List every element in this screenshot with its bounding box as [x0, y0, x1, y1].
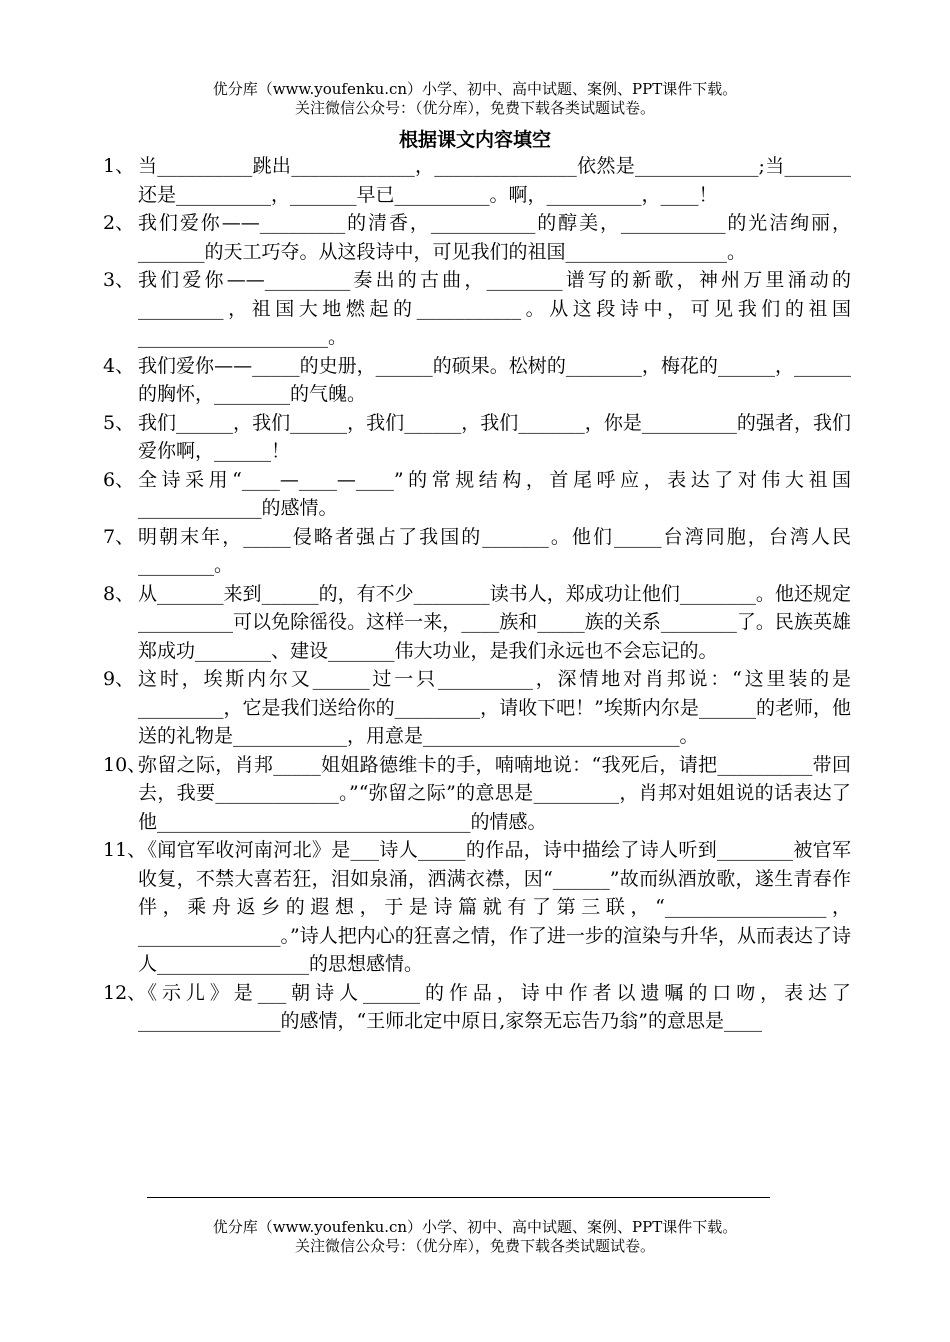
question-number: 3、 — [103, 269, 135, 291]
question-number: 1、 — [103, 155, 135, 177]
question-number: 7、 — [103, 525, 135, 548]
page-header — [0, 80, 950, 118]
question-number: 10、 — [103, 753, 147, 776]
header-line-1: 优分库（www.youfenku.cn）小学、初中、高中试题、案例、PPT课件下载。 — [212, 80, 738, 98]
header-line-2: 关注微信公众号：（优分库），免费下载各类试题试卷。 — [294, 99, 655, 117]
question-text: 我们爱你——_____的史册，______的硕果。松树的________，梅花的______，______的胸怀，________的气魄。 — [138, 354, 851, 405]
question-text: 《示儿》是___朝诗人______的作品，诗中作者以遗嘱的口吻，表达了_______________的感情，“王师北定中原日,家祭无忘告乃翁”的意思是____ — [138, 981, 851, 1032]
question-6 — [103, 466, 851, 523]
question-list — [103, 152, 851, 1036]
page-footer — [0, 1218, 950, 1256]
question-8 — [103, 580, 851, 666]
question-text: 明朝末年，_____侵略者强占了我国的_______。他们_____台湾同胞，台湾人民________。 — [138, 525, 851, 576]
question-10 — [103, 751, 851, 837]
question-text: 当__________跳出_____________，_______________依然是_____________;当_______还是__________，_______早已__________。啊，__________，____！ — [138, 155, 851, 206]
footer-line-2: 关注微信公众号：（优分库），免费下载各类试题试卷。 — [294, 1237, 655, 1255]
question-3 — [103, 266, 851, 352]
question-number: 9、 — [103, 668, 135, 690]
question-9 — [103, 665, 851, 751]
question-number: 12、 — [103, 981, 147, 1004]
question-11 — [103, 836, 851, 979]
question-7 — [103, 523, 851, 580]
question-text: 《闻官军收河南河北》是___诗人_____的作品，诗中描绘了诗人听到________被官军收复，不禁大喜若狂，泪如泉涌，洒满衣襟，因“______”故而纵酒放歌，遂生青春作伴，乘舟返乡的遐想，于是诗篇就有了第三联，“_________________，_______________。”诗人把内心的狂喜之情，作了进一步的渲染与升华，从而表达了诗人________________的思想感情。 — [138, 839, 851, 975]
page-title: 根据课文内容填空 — [398, 129, 551, 151]
question-text: 弥留之际，肖邦_____姐姐路德维卡的手，喃喃地说：“我死后，请把__________带回去，我要_____________。”“弥留之际”的意思是_________，肖邦对姐姐说的话表达了他_________________________________的情感。 — [138, 753, 851, 833]
footer-line-1: 优分库（www.youfenku.cn）小学、初中、高中试题、案例、PPT课件下载。 — [212, 1218, 738, 1236]
question-text: 我们爱你——_________的清香，___________的醇美，___________的光洁绚丽，_______的天工巧夺。从这段诗中，可见我们的祖国_________________。 — [138, 212, 851, 263]
question-12 — [103, 979, 851, 1036]
question-number: 8、 — [103, 582, 135, 605]
question-4 — [103, 352, 851, 409]
question-number: 11、 — [103, 839, 147, 861]
question-number: 6、 — [103, 468, 135, 491]
question-text: 从_______来到______的，有不少________读书人，郑成功让他们________。他还规定__________可以免除徭役。这样一来，____族和_____族的关系________了。民族英雄郑成功________、建设_______伟大功业，是我们永远也不会忘记的。 — [138, 582, 851, 662]
question-number: 5、 — [103, 411, 135, 434]
question-2 — [103, 209, 851, 266]
footer-divider — [147, 1197, 770, 1198]
question-5 — [103, 409, 851, 466]
question-number: 2、 — [103, 212, 135, 234]
question-text: 全诗采用“____—____—____”的常规结构，首尾呼应，表达了对伟大祖国_____________的感情。 — [138, 468, 851, 519]
question-text: 这时，埃斯内尔又______过一只__________，深情地对肖邦说：“这里装的是_________，它是我们送给你的_________，请收下吧！”埃斯内尔是______的老师，他送的礼物是____________，用意是___________________________。 — [138, 668, 851, 747]
question-text: 我们爱你——_________奏出的古曲，________谱写的新歌，神州万里涌动的_________，祖国大地燃起的___________。从这段诗中，可见我们的祖国____________________。 — [138, 269, 851, 348]
question-1 — [103, 152, 851, 209]
question-number: 4、 — [103, 354, 135, 377]
question-text: 我们______，我们______，我们______，我们_______，你是__________的强者，我们爱你啊，______！ — [138, 411, 851, 462]
